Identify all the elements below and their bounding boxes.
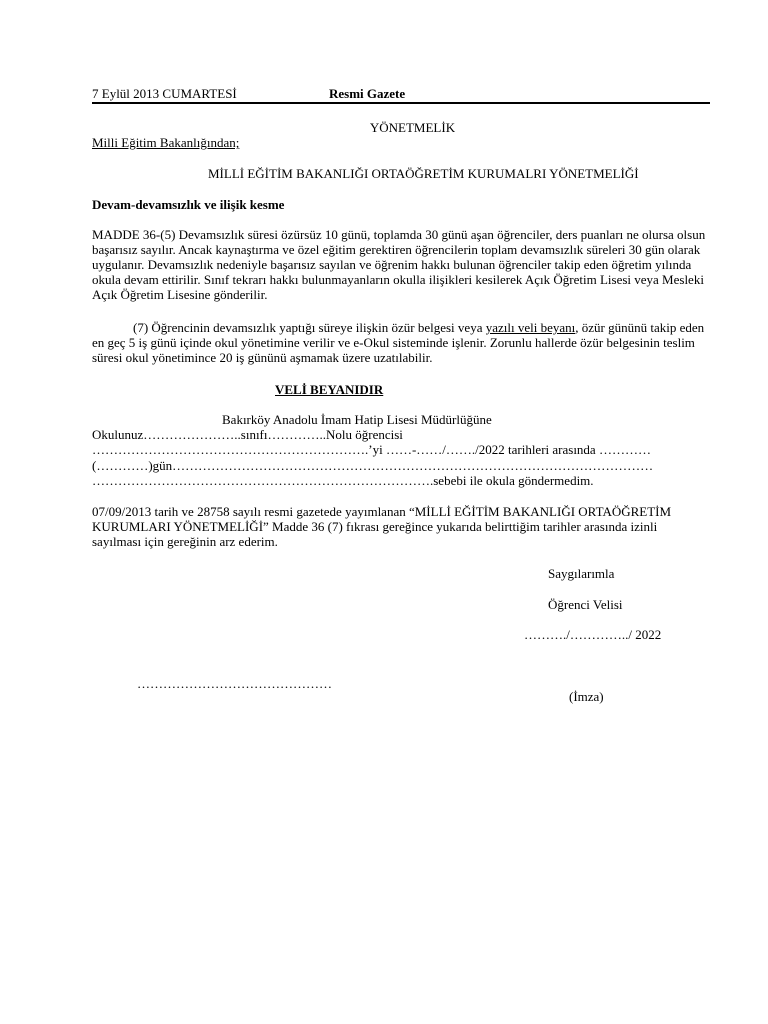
signature-date-field: ………./…………../ 2022 bbox=[524, 627, 662, 642]
header-divider bbox=[92, 102, 710, 104]
clause7-underlined-text: yazılı veli beyanı bbox=[485, 320, 576, 335]
regulation-title: MİLLİ EĞİTİM BAKANLIĞI ORTAÖĞRETİM KURUMALRI YÖNETMELİĞİ bbox=[208, 166, 639, 181]
article-36-7-paragraph bbox=[92, 320, 708, 365]
signature-label: (İmza) bbox=[569, 689, 604, 704]
signer-role: Öğrenci Velisi bbox=[548, 597, 623, 612]
signer-name-field: ……………………………………… bbox=[137, 676, 332, 691]
header-publication: Resmi Gazete bbox=[329, 86, 406, 101]
clause7-text-before: (7) Öğrencinin devamsızlık yaptığı süreye ilişkin özür belgesi veya bbox=[133, 320, 486, 335]
addressee-school: Bakırköy Anadolu İmam Hatip Lisesi Müdürlüğüne bbox=[222, 412, 492, 427]
clause7-text-after: , özür gününü takip eden en geç 5 iş günü içinde okul yönetimine verilir ve e-Okul sisteminde işlenir. Zorunlu hallerde özür belgesinin teslim süresi okul yönetimince 20 iş gününü aşmamak üzere uzatılabilir. bbox=[92, 320, 705, 365]
ministry-name: Milli Eğitim Bakanlığından; bbox=[92, 135, 240, 150]
article-36-5-paragraph: MADDE 36-(5) Devamsızlık süresi özürsüz 10 günü, toplamda 30 günü aşan öğrenciler, ders puanları ne olursa olsun başarısız sayılır. Ancak kaynaştırma ve özel eğitim gerektiren öğrencilerin toplam devamsızlık süreleri 30 gün olarak uygulanır. Devamsızlık nedeniyle başarısız sayılan ve öğrenim hakkı bulunan öğrenciler takip eden öğretim yılında okula devam ettirilir. Sınıf tekrarı hakkı bulunmayanların okulla ilişikleri kesilerek Açık Öğretim Lisesi veya Mesleki Açık Öğretim Lisesine gönderilir. bbox=[92, 227, 706, 302]
request-paragraph: 07/09/2013 tarih ve 28758 sayılı resmi gazetede yayımlanan “MİLLİ EĞİTİM BAKANLIĞI ORTAÖĞRETİM KURUMLARI YÖNETMELİĞİ” Madde 36 (7) fıkrası gereğince yukarıda belirttiğim tarihler arasında izinli sayılması için gereğinin arz ederim. bbox=[92, 504, 672, 549]
fill-line-student: Okulunuz…………………..sınıfı…………..Nolu öğrencisi bbox=[92, 427, 403, 442]
closing-text: Saygılarımla bbox=[548, 566, 615, 581]
regulation-type: YÖNETMELİK bbox=[369, 120, 456, 135]
fill-line-dates: ……………………………………………………….’yi ……-……/……./2022 tarihleri arasında ………… bbox=[92, 442, 651, 457]
declaration-heading: VELİ BEYANIDIR bbox=[275, 382, 384, 397]
header-date: 7 Eylül 2013 CUMARTESİ bbox=[92, 86, 237, 101]
fill-line-days: (…………)gün………………………………………………………………………………………………… bbox=[92, 458, 654, 473]
fill-line-reason: …………………………………………………………………….sebebi ile okula göndermedim. bbox=[92, 473, 594, 488]
section-heading: Devam-devamsızlık ve ilişik kesme bbox=[92, 197, 285, 212]
